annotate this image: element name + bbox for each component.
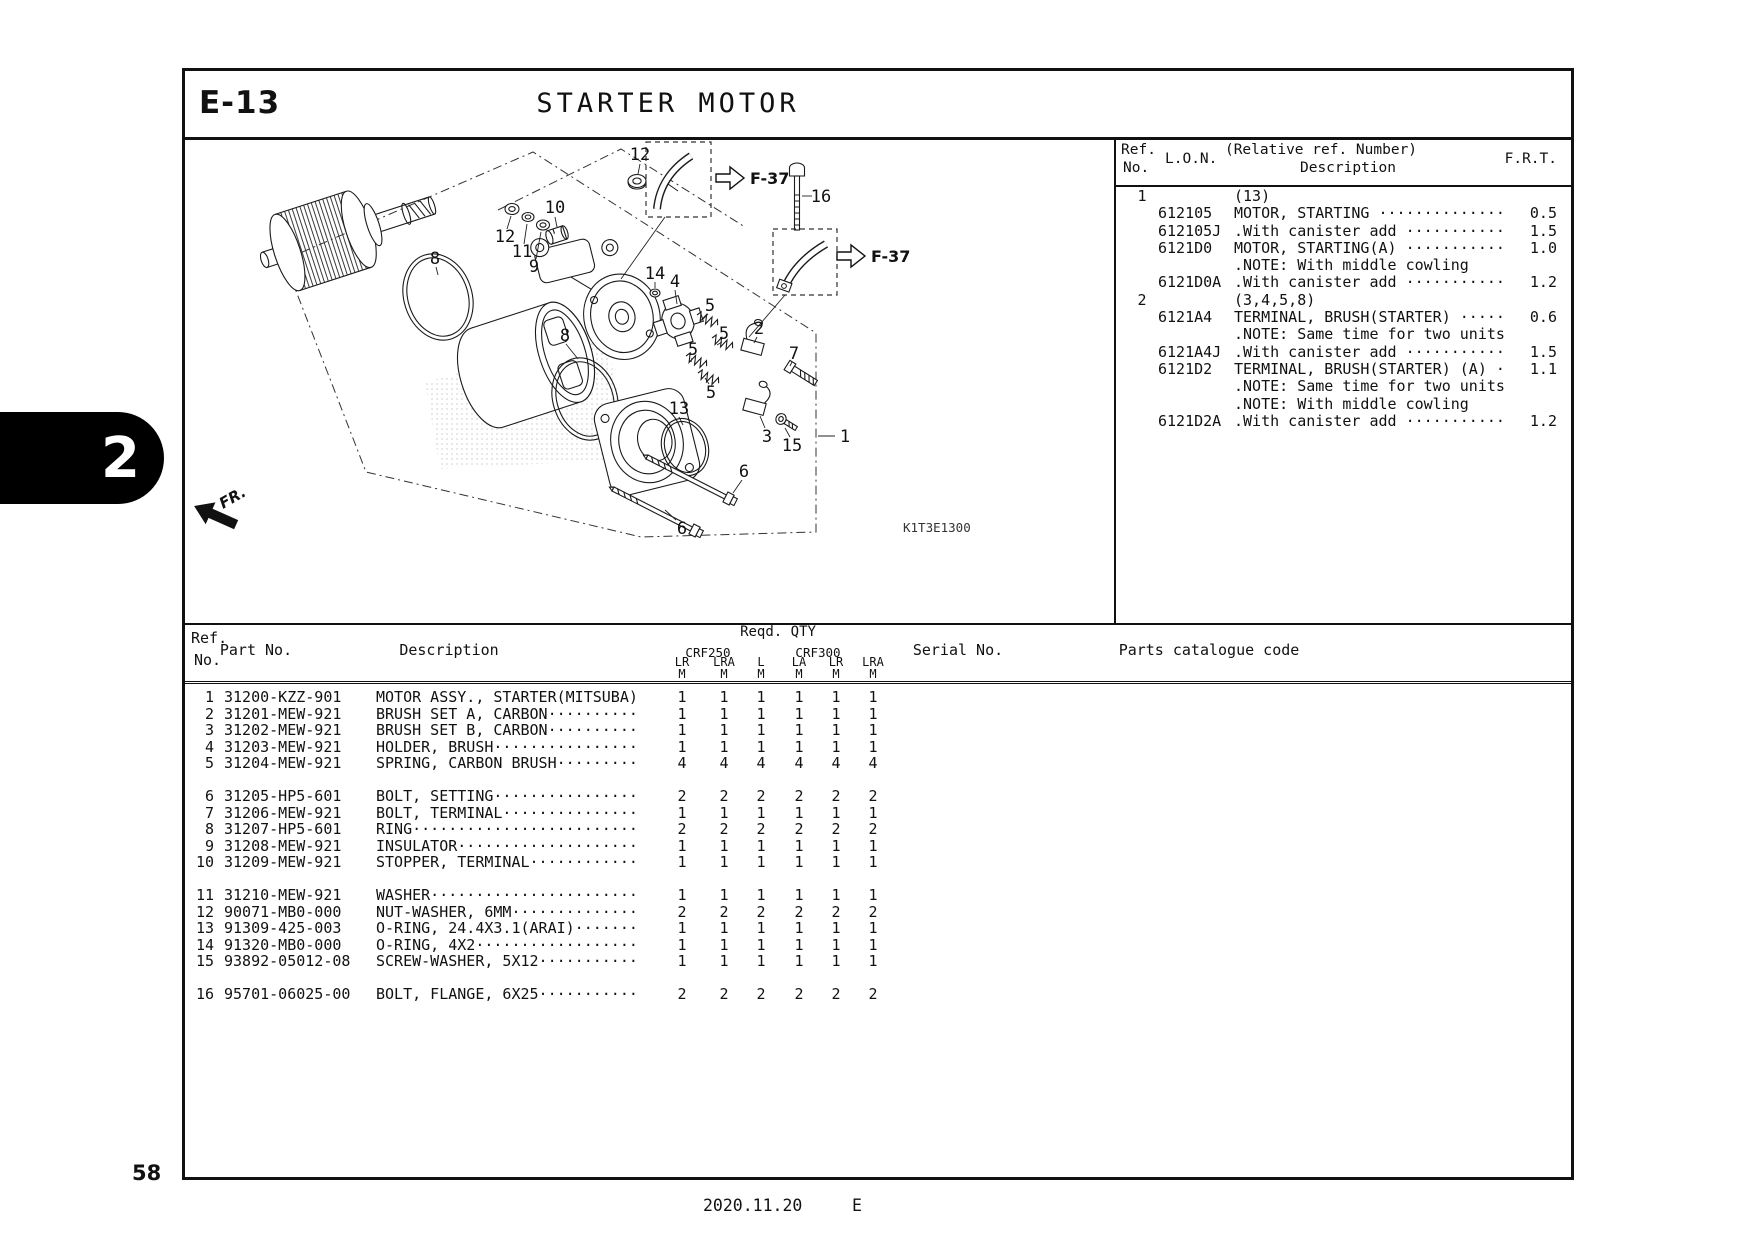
qty-cell: 1 (677, 952, 687, 971)
qty-cell: 1 (868, 885, 878, 904)
pc-part: 91309-425-003 (224, 919, 342, 938)
pc-desc: BOLT, SETTING················ (376, 786, 638, 805)
qty-cell: 1 (719, 885, 729, 904)
qty-cell: 1 (719, 853, 729, 872)
ref-table-row (185, 413, 1571, 430)
ref-table-row (185, 378, 1571, 395)
qty-cell: 4 (868, 754, 878, 773)
qty-cell: 1 (719, 688, 729, 706)
callout-label: 1 (839, 427, 851, 447)
pc-ref: 3 (204, 721, 214, 740)
qty-cell: 1 (719, 803, 729, 822)
rc-desc: TERMINAL, BRUSH(STARTER) (A) · (1234, 359, 1505, 378)
callout-label: 5 (704, 296, 716, 316)
qty-cell: 1 (756, 704, 766, 723)
callout-label: 9 (528, 257, 540, 277)
ref-table-row (185, 361, 1571, 378)
pc-part: 91320-MB0-000 (224, 935, 342, 954)
ref-table-row (185, 274, 1571, 291)
qty-cell: 2 (719, 984, 729, 1003)
pc-desc: WASHER······················· (376, 885, 638, 904)
qty-cell: 1 (868, 919, 878, 938)
ref-table-row (185, 188, 1571, 205)
qty-cell: 2 (756, 902, 766, 921)
qty-cell: 1 (756, 885, 766, 904)
callout-label: 2 (753, 319, 765, 339)
rc-desc: .With canister add ··········· (1234, 411, 1505, 430)
qty-cell: 2 (719, 902, 729, 921)
qty-cell: 1 (794, 885, 804, 904)
ref-table-header-rule (1114, 185, 1571, 187)
rc-frt: 1.5 (1529, 221, 1557, 240)
pc-desc: RING························· (376, 820, 638, 839)
page-number: 58 (132, 1161, 162, 1185)
rc-desc: .With canister add ··········· (1234, 221, 1505, 240)
parts-table-group (185, 887, 1571, 970)
rc-frt: 1.0 (1529, 238, 1557, 257)
pc-ref: 11 (195, 885, 214, 904)
qty-cell: 1 (794, 836, 804, 855)
qty-cell: 1 (677, 721, 687, 740)
qty-cell: 1 (719, 737, 729, 756)
section-tab (0, 412, 164, 504)
qty-cell: 2 (677, 984, 687, 1003)
ref-col-header: Ref. (1121, 142, 1156, 158)
parts-table-row (185, 805, 1571, 822)
pc-desc: O-RING, 24.4X3.1(ARAI)······· (376, 919, 638, 938)
qty-cell: 2 (677, 786, 687, 805)
qty-cell: 1 (868, 803, 878, 822)
model-header-crf250: CRF250 (685, 645, 731, 660)
callout-label: 12 (494, 227, 516, 247)
rc-desc: .NOTE: Same time for two units (1234, 377, 1505, 396)
parts-table-row (185, 854, 1571, 871)
ref-table-row (185, 326, 1571, 343)
qty-cell: 2 (868, 984, 878, 1003)
parts-table-row (185, 706, 1571, 723)
qty-cell: 4 (719, 754, 729, 773)
f37-reference-b: F-37 (871, 247, 911, 266)
pc-desc: HOLDER, BRUSH················ (376, 737, 638, 756)
qty-cell: 1 (794, 935, 804, 954)
qty-cell: 1 (756, 688, 766, 706)
qty-cell: 1 (868, 737, 878, 756)
pc-part: 31200-KZZ-901 (224, 688, 342, 706)
qty-cell: 2 (831, 902, 841, 921)
ref-col-header: No. (1123, 160, 1150, 176)
qty-cell: 1 (719, 721, 729, 740)
qty-cell: 1 (868, 853, 878, 872)
qty-cell: 1 (831, 853, 841, 872)
pc-part: 31206-MEW-921 (224, 803, 342, 822)
footer-date: 2020.11.20 (703, 1196, 803, 1215)
ref-table-row (185, 344, 1571, 361)
rc-desc: TERMINAL, BRUSH(STARTER) ····· (1234, 308, 1505, 327)
callout-label: 5 (718, 324, 730, 344)
pc-desc: BRUSH SET B, CARBON·········· (376, 721, 638, 740)
parts-table-row (185, 937, 1571, 954)
rc-lon: 6121D0A (1158, 273, 1222, 292)
parts-table-body (185, 689, 1571, 1019)
qty-cell: 1 (831, 836, 841, 855)
pc-part: 31204-MEW-921 (224, 754, 342, 773)
qty-cell: 1 (719, 919, 729, 938)
callout-label: 11 (511, 242, 533, 262)
callout-label: 4 (669, 272, 681, 292)
qty-cell: 1 (677, 704, 687, 723)
rc-desc: .NOTE: With middle cowling (1234, 394, 1469, 413)
sheet-header (185, 71, 1571, 140)
serial-no-header: Serial No. (912, 641, 1004, 659)
pc-ref: 8 (204, 820, 214, 839)
rc-frt: 1.2 (1529, 273, 1557, 292)
qty-cell: 2 (719, 786, 729, 805)
diagram-code: K1T3E1300 (903, 520, 971, 535)
catalogue-code-header: Parts catalogue code (1118, 641, 1300, 659)
ref-col-header: No. (194, 651, 222, 669)
qty-subcol-label: L (757, 655, 765, 669)
qty-cell: 1 (677, 836, 687, 855)
pc-ref: 6 (204, 786, 214, 805)
callout-label: 13 (668, 399, 690, 419)
qty-cell: 1 (794, 688, 804, 706)
pc-part: 31205-HP5-601 (224, 786, 342, 805)
callout-label: 16 (810, 187, 832, 207)
qty-cell: 1 (794, 721, 804, 740)
pc-ref: 14 (195, 935, 214, 954)
rc-lon: 612105J (1158, 221, 1222, 240)
callout-label: 7 (788, 344, 800, 364)
qty-subcol-unit: M (678, 667, 686, 681)
pc-ref: 7 (204, 803, 214, 822)
pc-desc: MOTOR ASSY., STARTER(MITSUBA) (376, 688, 638, 706)
rc-lon: 6121D2A (1158, 411, 1222, 430)
rc-lon: 6121A4 (1158, 308, 1213, 327)
ref-table-body (185, 188, 1571, 430)
pc-desc: STOPPER, TERMINAL············ (376, 853, 638, 872)
rc-frt: 1.1 (1529, 359, 1557, 378)
rc-frt: 0.6 (1529, 308, 1557, 327)
qty-cell: 1 (756, 803, 766, 822)
qty-subcol-label: LA (791, 655, 807, 669)
ref-col-header: Ref. (191, 629, 228, 647)
qty-cell: 1 (677, 919, 687, 938)
qty-cell: 2 (794, 902, 804, 921)
ref-table-row (185, 223, 1571, 240)
qty-subcol-unit: M (757, 667, 765, 681)
rc-desc: .With canister add ··········· (1234, 273, 1505, 292)
ref-table-row (185, 205, 1571, 222)
callout-label: 6 (676, 519, 688, 539)
qty-cell: 2 (677, 820, 687, 839)
qty-cell: 1 (831, 704, 841, 723)
qty-cell: 1 (831, 721, 841, 740)
qty-cell: 1 (794, 853, 804, 872)
pc-ref: 9 (204, 836, 214, 855)
parts-table-row (185, 920, 1571, 937)
ref-table-row (185, 292, 1571, 309)
qty-cell: 1 (831, 737, 841, 756)
rc-desc: MOTOR, STARTING(A) ··········· (1234, 238, 1505, 257)
qty-cell: 1 (719, 952, 729, 971)
rc-lon: 6121A4J (1158, 342, 1222, 361)
relative-ref-header: (Relative ref. Number) (1224, 142, 1418, 158)
callout-label: 8 (559, 326, 571, 346)
qty-subcol-unit: M (869, 667, 877, 681)
pc-ref: 1 (204, 688, 214, 706)
parts-table-row (185, 821, 1571, 838)
qty-cell: 1 (831, 919, 841, 938)
parts-table-row (185, 755, 1571, 772)
qty-cell: 1 (868, 688, 878, 706)
qty-cell: 2 (719, 820, 729, 839)
parts-table-row (185, 689, 1571, 706)
qty-subcol-unit: M (720, 667, 728, 681)
pc-part: 31203-MEW-921 (224, 737, 342, 756)
ref-table-row (185, 309, 1571, 326)
qty-cell: 4 (831, 754, 841, 773)
callout-label: 3 (761, 427, 773, 447)
lon-col-header: L.O.N. (1165, 151, 1218, 167)
parts-table-row (185, 739, 1571, 756)
rc-desc: .NOTE: Same time for two units (1234, 325, 1505, 344)
parts-table-row (185, 722, 1571, 739)
callout-label: 14 (644, 264, 666, 284)
qty-cell: 1 (831, 885, 841, 904)
parts-table-row (185, 904, 1571, 921)
reqd-qty-header: Reqd. QTY (740, 624, 816, 640)
qty-cell: 1 (868, 952, 878, 971)
qty-cell: 1 (756, 853, 766, 872)
pc-part: 93892-05012-08 (224, 952, 351, 971)
qty-cell: 2 (831, 984, 841, 1003)
qty-cell: 1 (794, 803, 804, 822)
pc-desc: BOLT, TERMINAL··············· (376, 803, 638, 822)
pc-desc: NUT-WASHER, 6MM·············· (376, 902, 638, 921)
parts-table-header-rule (185, 681, 1571, 684)
qty-cell: 4 (794, 754, 804, 773)
qty-cell: 1 (794, 919, 804, 938)
qty-cell: 2 (677, 902, 687, 921)
rc-desc: (13) (1234, 187, 1271, 205)
qty-cell: 1 (868, 704, 878, 723)
nut-washer-part (628, 175, 646, 190)
rc-desc: .NOTE: With middle cowling (1234, 256, 1469, 275)
callout-label: 8 (429, 249, 441, 269)
qty-cell: 1 (831, 803, 841, 822)
qty-cell: 1 (794, 737, 804, 756)
parts-table-group (185, 986, 1571, 1003)
qty-subcol-label: LRA (862, 655, 884, 669)
callout-label: 10 (544, 198, 566, 218)
qty-cell: 2 (868, 786, 878, 805)
pc-ref: 16 (195, 984, 214, 1003)
qty-cell: 1 (831, 952, 841, 971)
parts-table-row (185, 986, 1571, 1003)
parts-table-group (185, 689, 1571, 772)
qty-cell: 2 (794, 786, 804, 805)
qty-subcol-unit: M (795, 667, 803, 681)
qty-cell: 1 (719, 836, 729, 855)
pc-desc: BOLT, FLANGE, 6X25··········· (376, 984, 638, 1003)
rc-desc: (3,4,5,8) (1234, 290, 1316, 309)
pc-ref: 2 (204, 704, 214, 723)
pc-ref: 12 (195, 902, 214, 921)
page-title: STARTER MOTOR (536, 88, 800, 119)
parts-table-top-border (185, 623, 1571, 625)
pc-part: 31208-MEW-921 (224, 836, 342, 855)
pc-desc: SCREW-WASHER, 5X12··········· (376, 952, 638, 971)
pc-ref: 13 (195, 919, 214, 938)
qty-cell: 4 (756, 754, 766, 773)
rc-desc: .With canister add ··········· (1234, 342, 1505, 361)
parts-table-row (185, 953, 1571, 970)
pc-ref: 5 (204, 754, 214, 773)
pc-part: 31209-MEW-921 (224, 853, 342, 872)
qty-cell: 1 (868, 836, 878, 855)
f37-arrow-a (716, 167, 744, 189)
rc-frt: 1.5 (1529, 342, 1557, 361)
ref-table-row (185, 240, 1571, 257)
qty-cell: 1 (677, 935, 687, 954)
qty-cell: 1 (756, 919, 766, 938)
qty-cell: 1 (677, 688, 687, 706)
qty-cell: 2 (794, 820, 804, 839)
description-col-header: Description (399, 641, 499, 659)
rc-lon: 6121D0 (1158, 238, 1213, 257)
qty-cell: 2 (868, 820, 878, 839)
qty-subcol-label: LR (828, 655, 844, 669)
pc-desc: INSULATOR···················· (376, 836, 638, 855)
qty-cell: 2 (794, 984, 804, 1003)
qty-cell: 1 (756, 836, 766, 855)
callout-label: 6 (738, 462, 750, 482)
parts-table-group (185, 788, 1571, 871)
pc-ref: 4 (204, 737, 214, 756)
pc-part: 31202-MEW-921 (224, 721, 342, 740)
parts-table-row (185, 838, 1571, 855)
pc-ref: 10 (195, 853, 214, 872)
rc-lon: 612105 (1158, 204, 1213, 223)
callout-label: 5 (687, 340, 699, 360)
section-code: E-13 (199, 85, 281, 121)
qty-cell: 2 (756, 786, 766, 805)
part-no-col-header: Part No. (219, 641, 293, 659)
rc-frt: 1.2 (1529, 411, 1557, 430)
qty-cell: 1 (719, 704, 729, 723)
description-col-header: Description (1299, 160, 1397, 176)
qty-cell: 2 (756, 820, 766, 839)
footer-edition: E (852, 1196, 862, 1215)
qty-cell: 2 (831, 820, 841, 839)
f37-reference-a: F-37 (750, 169, 790, 188)
qty-cell: 1 (756, 721, 766, 740)
pc-part: 31201-MEW-921 (224, 704, 342, 723)
pc-desc: O-RING, 4X2·················· (376, 935, 638, 954)
sheet-frame (182, 68, 1574, 1180)
callout-label: 12 (629, 145, 651, 165)
callout-label: 15 (781, 436, 803, 456)
qty-cell: 1 (831, 935, 841, 954)
pc-ref: 15 (195, 952, 214, 971)
pc-part: 90071-MB0-000 (224, 902, 342, 921)
qty-cell: 1 (794, 704, 804, 723)
rc-ref: 2 (1137, 290, 1147, 309)
ref-table-row (185, 396, 1571, 413)
qty-subcol-label: LRA (713, 655, 735, 669)
parts-table-row (185, 887, 1571, 904)
callout-label: 5 (705, 383, 717, 403)
pc-desc: SPRING, CARBON BRUSH········· (376, 754, 638, 773)
qty-cell: 1 (677, 885, 687, 904)
qty-cell: 2 (831, 786, 841, 805)
pc-desc: BRUSH SET A, CARBON·········· (376, 704, 638, 723)
rc-lon: 6121D2 (1158, 359, 1213, 378)
qty-cell: 1 (756, 952, 766, 971)
qty-cell: 2 (868, 902, 878, 921)
section-tab-number: 2 (101, 425, 140, 491)
pc-part: 31207-HP5-601 (224, 820, 342, 839)
qty-cell: 1 (677, 803, 687, 822)
qty-subcol-unit: M (832, 667, 840, 681)
qty-cell: 1 (831, 688, 841, 706)
qty-cell: 1 (756, 935, 766, 954)
pc-part: 95701-06025-00 (224, 984, 351, 1003)
rc-desc: MOTOR, STARTING ·············· (1234, 204, 1505, 223)
qty-cell: 1 (756, 737, 766, 756)
pc-part: 31210-MEW-921 (224, 885, 342, 904)
qty-cell: 1 (794, 952, 804, 971)
qty-cell: 1 (868, 935, 878, 954)
model-header-crf300: CRF300 (795, 645, 841, 660)
qty-cell: 1 (677, 737, 687, 756)
parts-table-row (185, 788, 1571, 805)
rc-ref: 1 (1137, 187, 1147, 205)
qty-cell: 1 (868, 721, 878, 740)
qty-cell: 1 (719, 935, 729, 954)
rc-frt: 0.5 (1529, 204, 1557, 223)
fr-direction-label: FR. (216, 482, 250, 513)
qty-cell: 2 (756, 984, 766, 1003)
frt-col-header: F.R.T. (1504, 151, 1557, 167)
qty-cell: 1 (677, 853, 687, 872)
ref-table-row (185, 257, 1571, 274)
qty-subcol-label: LR (674, 655, 690, 669)
qty-cell: 4 (677, 754, 687, 773)
setting-bolt-part (607, 482, 704, 539)
